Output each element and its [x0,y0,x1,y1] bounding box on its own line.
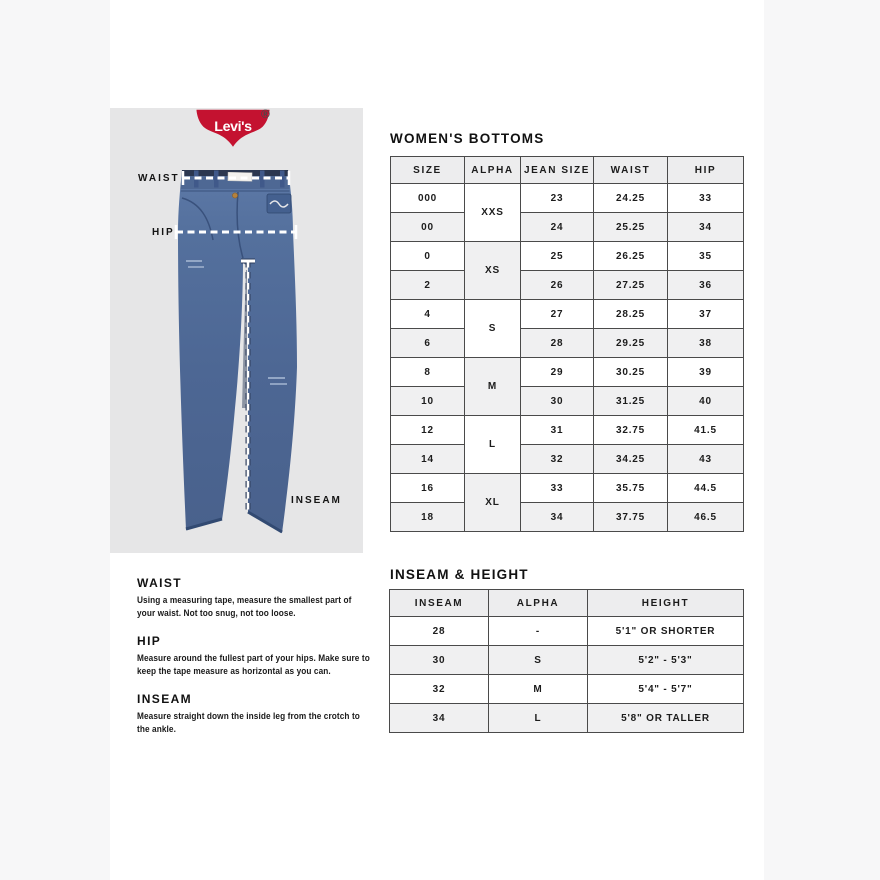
waist-cell: 28.25 [594,300,668,329]
alpha-cell: M [465,358,521,416]
alpha-cell: - [489,617,588,646]
height-cell: 5'4" - 5'7" [588,675,744,704]
size-row [391,300,744,329]
guide-hip-text: Measure around the fullest part of your hips. Make sure to keep the tape measure as horizontal as you can. [137,653,370,677]
jean-size-cell: 34 [521,503,594,532]
size-cell: 10 [391,387,465,416]
jean-size-cell: 32 [521,445,594,474]
levis-wordmark: Levi's [214,118,252,135]
inseam-cell: 30 [390,646,489,675]
size-cell: 18 [391,503,465,532]
jean-size-cell: 26 [521,271,594,300]
column-header: SIZE [391,157,465,184]
size-cell: 0 [391,242,465,271]
inseam-cell: 28 [390,617,489,646]
jeans-measurement-diagram [110,108,363,553]
jean-size-cell: 25 [521,242,594,271]
womens-bottoms-title: WOMEN'S BOTTOMS [390,131,545,146]
measuring-guide [137,576,397,750]
height-cell: 5'1" OR SHORTER [588,617,744,646]
inseam-row [390,617,744,646]
jean-size-cell: 33 [521,474,594,503]
column-header: ALPHA [489,590,588,617]
inseam-cell: 32 [390,675,489,704]
hip-label: HIP [152,227,175,238]
size-cell: 4 [391,300,465,329]
hip-cell: 41.5 [668,416,744,445]
womens-bottoms-table [390,156,744,532]
hip-cell: 33 [668,184,744,213]
column-header: ALPHA [465,157,521,184]
alpha-cell: S [489,646,588,675]
size-cell: 16 [391,474,465,503]
hip-cell: 43 [668,445,744,474]
waist-cell: 31.25 [594,387,668,416]
hip-cell: 35 [668,242,744,271]
jean-size-cell: 30 [521,387,594,416]
waist-cell: 25.25 [594,213,668,242]
size-row [391,503,744,532]
inseam-height-table [389,589,744,733]
registered-trademark: ® [261,107,270,121]
inseam-label: INSEAM [291,495,342,506]
size-row [391,213,744,242]
waist-label: WAIST [138,173,180,184]
jean-size-cell: 29 [521,358,594,387]
jean-size-cell: 24 [521,213,594,242]
size-cell: 8 [391,358,465,387]
column-header: HIP [668,157,744,184]
size-cell: 14 [391,445,465,474]
size-row [391,329,744,358]
hip-cell: 34 [668,213,744,242]
waist-cell: 24.25 [594,184,668,213]
size-cell: 000 [391,184,465,213]
inseam-height-title: INSEAM & HEIGHT [390,567,529,582]
height-cell: 5'2" - 5'3" [588,646,744,675]
alpha-cell: M [489,675,588,704]
size-cell: 12 [391,416,465,445]
guide-inseam-text: Measure straight down the inside leg from the crotch to the ankle. [137,711,360,735]
size-cell: 00 [391,213,465,242]
waist-cell: 26.25 [594,242,668,271]
jean-size-cell: 27 [521,300,594,329]
jean-size-cell: 23 [521,184,594,213]
size-row [391,416,744,445]
size-row [391,184,744,213]
alpha-cell: L [489,704,588,733]
guide-waist-heading: WAIST [137,576,182,590]
alpha-cell: XXS [465,184,521,242]
size-cell: 2 [391,271,465,300]
alpha-cell: L [465,416,521,474]
waist-cell: 27.25 [594,271,668,300]
guide-inseam-heading: INSEAM [137,692,193,706]
column-header: WAIST [594,157,668,184]
hip-cell: 44.5 [668,474,744,503]
size-row [391,445,744,474]
waist-cell: 34.25 [594,445,668,474]
height-cell: 5'8" OR TALLER [588,704,744,733]
column-header: HEIGHT [588,590,744,617]
waist-cell: 37.75 [594,503,668,532]
size-row [391,474,744,503]
column-header: JEAN SIZE [521,157,594,184]
alpha-cell: XL [465,474,521,532]
alpha-cell: S [465,300,521,358]
jean-size-cell: 31 [521,416,594,445]
inseam-row [390,704,744,733]
size-row [391,358,744,387]
hip-cell: 40 [668,387,744,416]
waist-cell: 32.75 [594,416,668,445]
guide-hip-heading: HIP [137,634,162,648]
size-row [391,271,744,300]
size-row [391,242,744,271]
guide-waist-text: Using a measuring tape, measure the smallest part of your waist. Not too snug, not too loose. [137,595,352,619]
waist-cell: 35.75 [594,474,668,503]
waist-cell: 30.25 [594,358,668,387]
hip-cell: 46.5 [668,503,744,532]
jean-size-cell: 28 [521,329,594,358]
hip-cell: 39 [668,358,744,387]
inseam-cell: 34 [390,704,489,733]
column-header: INSEAM [390,590,489,617]
waist-cell: 29.25 [594,329,668,358]
alpha-cell: XS [465,242,521,300]
size-cell: 6 [391,329,465,358]
content-column [110,0,764,880]
hip-cell: 38 [668,329,744,358]
size-row [391,387,744,416]
inseam-row [390,675,744,704]
inseam-row [390,646,744,675]
hip-cell: 36 [668,271,744,300]
hip-cell: 37 [668,300,744,329]
